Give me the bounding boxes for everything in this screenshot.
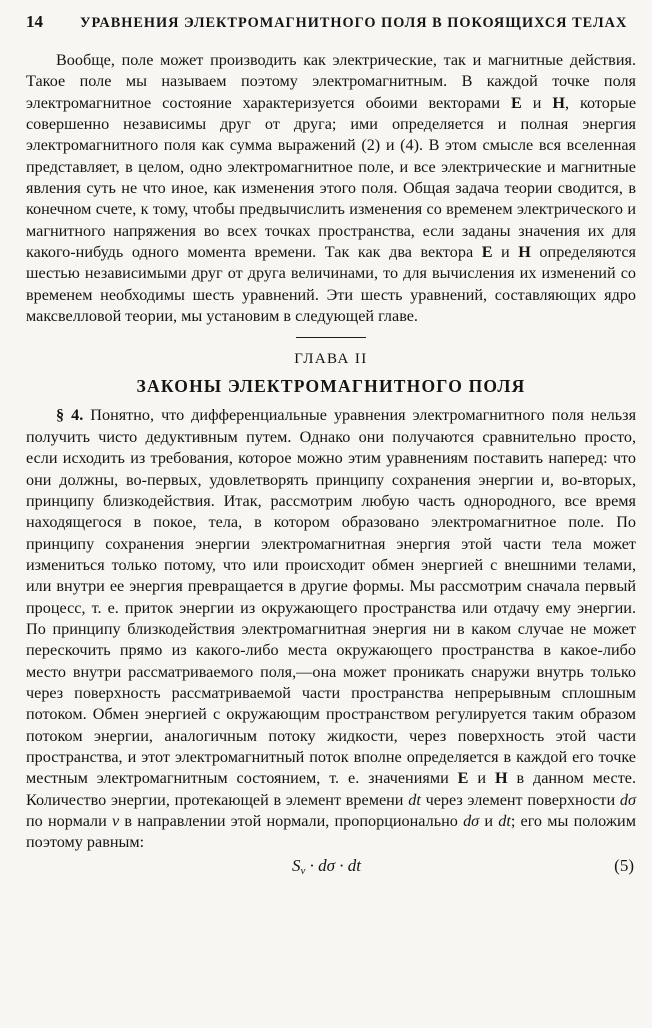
section-marker: § 4. [56, 406, 84, 425]
paragraph-text: в направлении этой нормали, пропорционально [119, 812, 464, 830]
equation-5 [26, 856, 636, 880]
running-title: УРАВНЕНИЯ ЭЛЕКТРОМАГНИТНОГО ПОЛЯ В ПОКОЯЩИХСЯ ТЕЛАХ [80, 15, 628, 31]
vector-e-symbol: E [457, 769, 469, 788]
vector-e-symbol: E [511, 93, 522, 112]
paragraph-text: и [521, 93, 553, 112]
vector-h-symbol: H [552, 93, 565, 112]
book-page [26, 12, 636, 1016]
paragraph-text: Понятно, что дифференциальные уравнения электромагнитного поля нельзя получить чисто дедуктивным путем. Однако они получаются сравнительно просто, если исходить из требования, которое можно этим уравнениям поставить наперед: что они должны, во-первых, удовлетворять принципу сохранения энергии и, во-вторых, принципу близкодействия. Итак, рассмотрим любую часть однородного, все время находящегося в покое, тела, в котором образовано электромагнитное поле. По принципу сохранения энергии электромагнитная энергия этой части тела может измениться только потому, что или происходит обмен энергией с внешними телами, или внутри ее энергия превращается в другие формы. Мы рассмотрим сначала первый процесс, т. е. приток энергии из окружающего пространства или отдачу ему энергии. По принципу близкодействия электромагнитная энергия ни в каком случае не может перескочить прямо из какого-либо места окружающего пространства в какое-либо место внутри рассматриваемого поля,—она может проникать снаружи внутрь только через поверхность рассматриваемой части пространства непрерывным сплошным потоком. Обмен энергией с окружающим пространством регулируется таким образом потоком энергии, аналогичным потоку жидкости, через поверхность этой части пространства, и этот электромагнитный поток вполне определяется в каждой его точке местным электромагнитным состоянием, т. е. значениями [26, 406, 637, 788]
equation-subscript: ν [300, 864, 306, 877]
vector-e-symbol: E [481, 243, 493, 262]
page-header [26, 12, 636, 38]
nu-symbol: ν [111, 812, 120, 830]
paragraph-text: и [479, 812, 499, 830]
paragraph-text: через элемент поверхности [420, 790, 620, 809]
equation-expression [292, 856, 361, 877]
equation-remainder: · dσ · dt [305, 855, 361, 875]
vector-h-symbol: H [494, 769, 508, 788]
dsigma-symbol: dσ [463, 812, 480, 830]
paragraph-text: ; его мы положим поэтому равным: [26, 812, 636, 852]
equation-number: (5) [614, 855, 634, 875]
section-divider [296, 337, 366, 338]
chapter-label: ГЛАВА II [294, 351, 368, 368]
paragraph-text: , которые совершенно независимы друг от друга; ими определяется и полная энергия электромагнитного поля как сумма выражений (2) и (4). В этом смысле вся вселенная представляет, в целом, одно электромагнитное поле, и все электрические и магнитные явления суть не что иное, как изменения этого поля. Общая задача теории сводится, в конечном счете, к тому, чтобы предвычислить изменения со временем электрического и магнитного напряжения во всех точках пространства, если заданы значения их для какого-нибудь одного момента времени. Так как два вектора [26, 93, 637, 262]
paragraph-text: Вообще, поле может производить как электрические, так и магнитные действия. Такое поле мы называем поэтому электромагнитным. В каждой точке поля электромагнитное состояние характеризуется обоими векторами [26, 51, 636, 112]
page-number: 14 [26, 12, 43, 31]
dt-symbol: dt [498, 812, 511, 830]
paragraph-section-4 [26, 405, 636, 853]
dsigma-symbol: dσ [619, 790, 636, 809]
paragraph-text: и [468, 769, 495, 788]
dt-symbol: dt [408, 790, 421, 809]
vector-h-symbol: H [518, 243, 531, 262]
paragraph-text: в данном месте. Количество энергии, протекающей в элемент времени [26, 769, 636, 809]
paragraph-intro [26, 50, 636, 327]
paragraph-text: по нормали [26, 812, 112, 830]
chapter-title: ЗАКОНЫ ЭЛЕКТРОМАГНИТНОГО ПОЛЯ [136, 376, 526, 397]
paragraph-text: и [492, 243, 519, 262]
paragraph-text: определяются шестью независимыми друг от друга величинами, то для вычисления их изменений со временем необходимы шесть уравнений. Эти шесть уравнений, составляющих ядро максвелловой теории, мы установим в следующей главе. [26, 243, 636, 326]
equation-base: S [292, 855, 301, 875]
